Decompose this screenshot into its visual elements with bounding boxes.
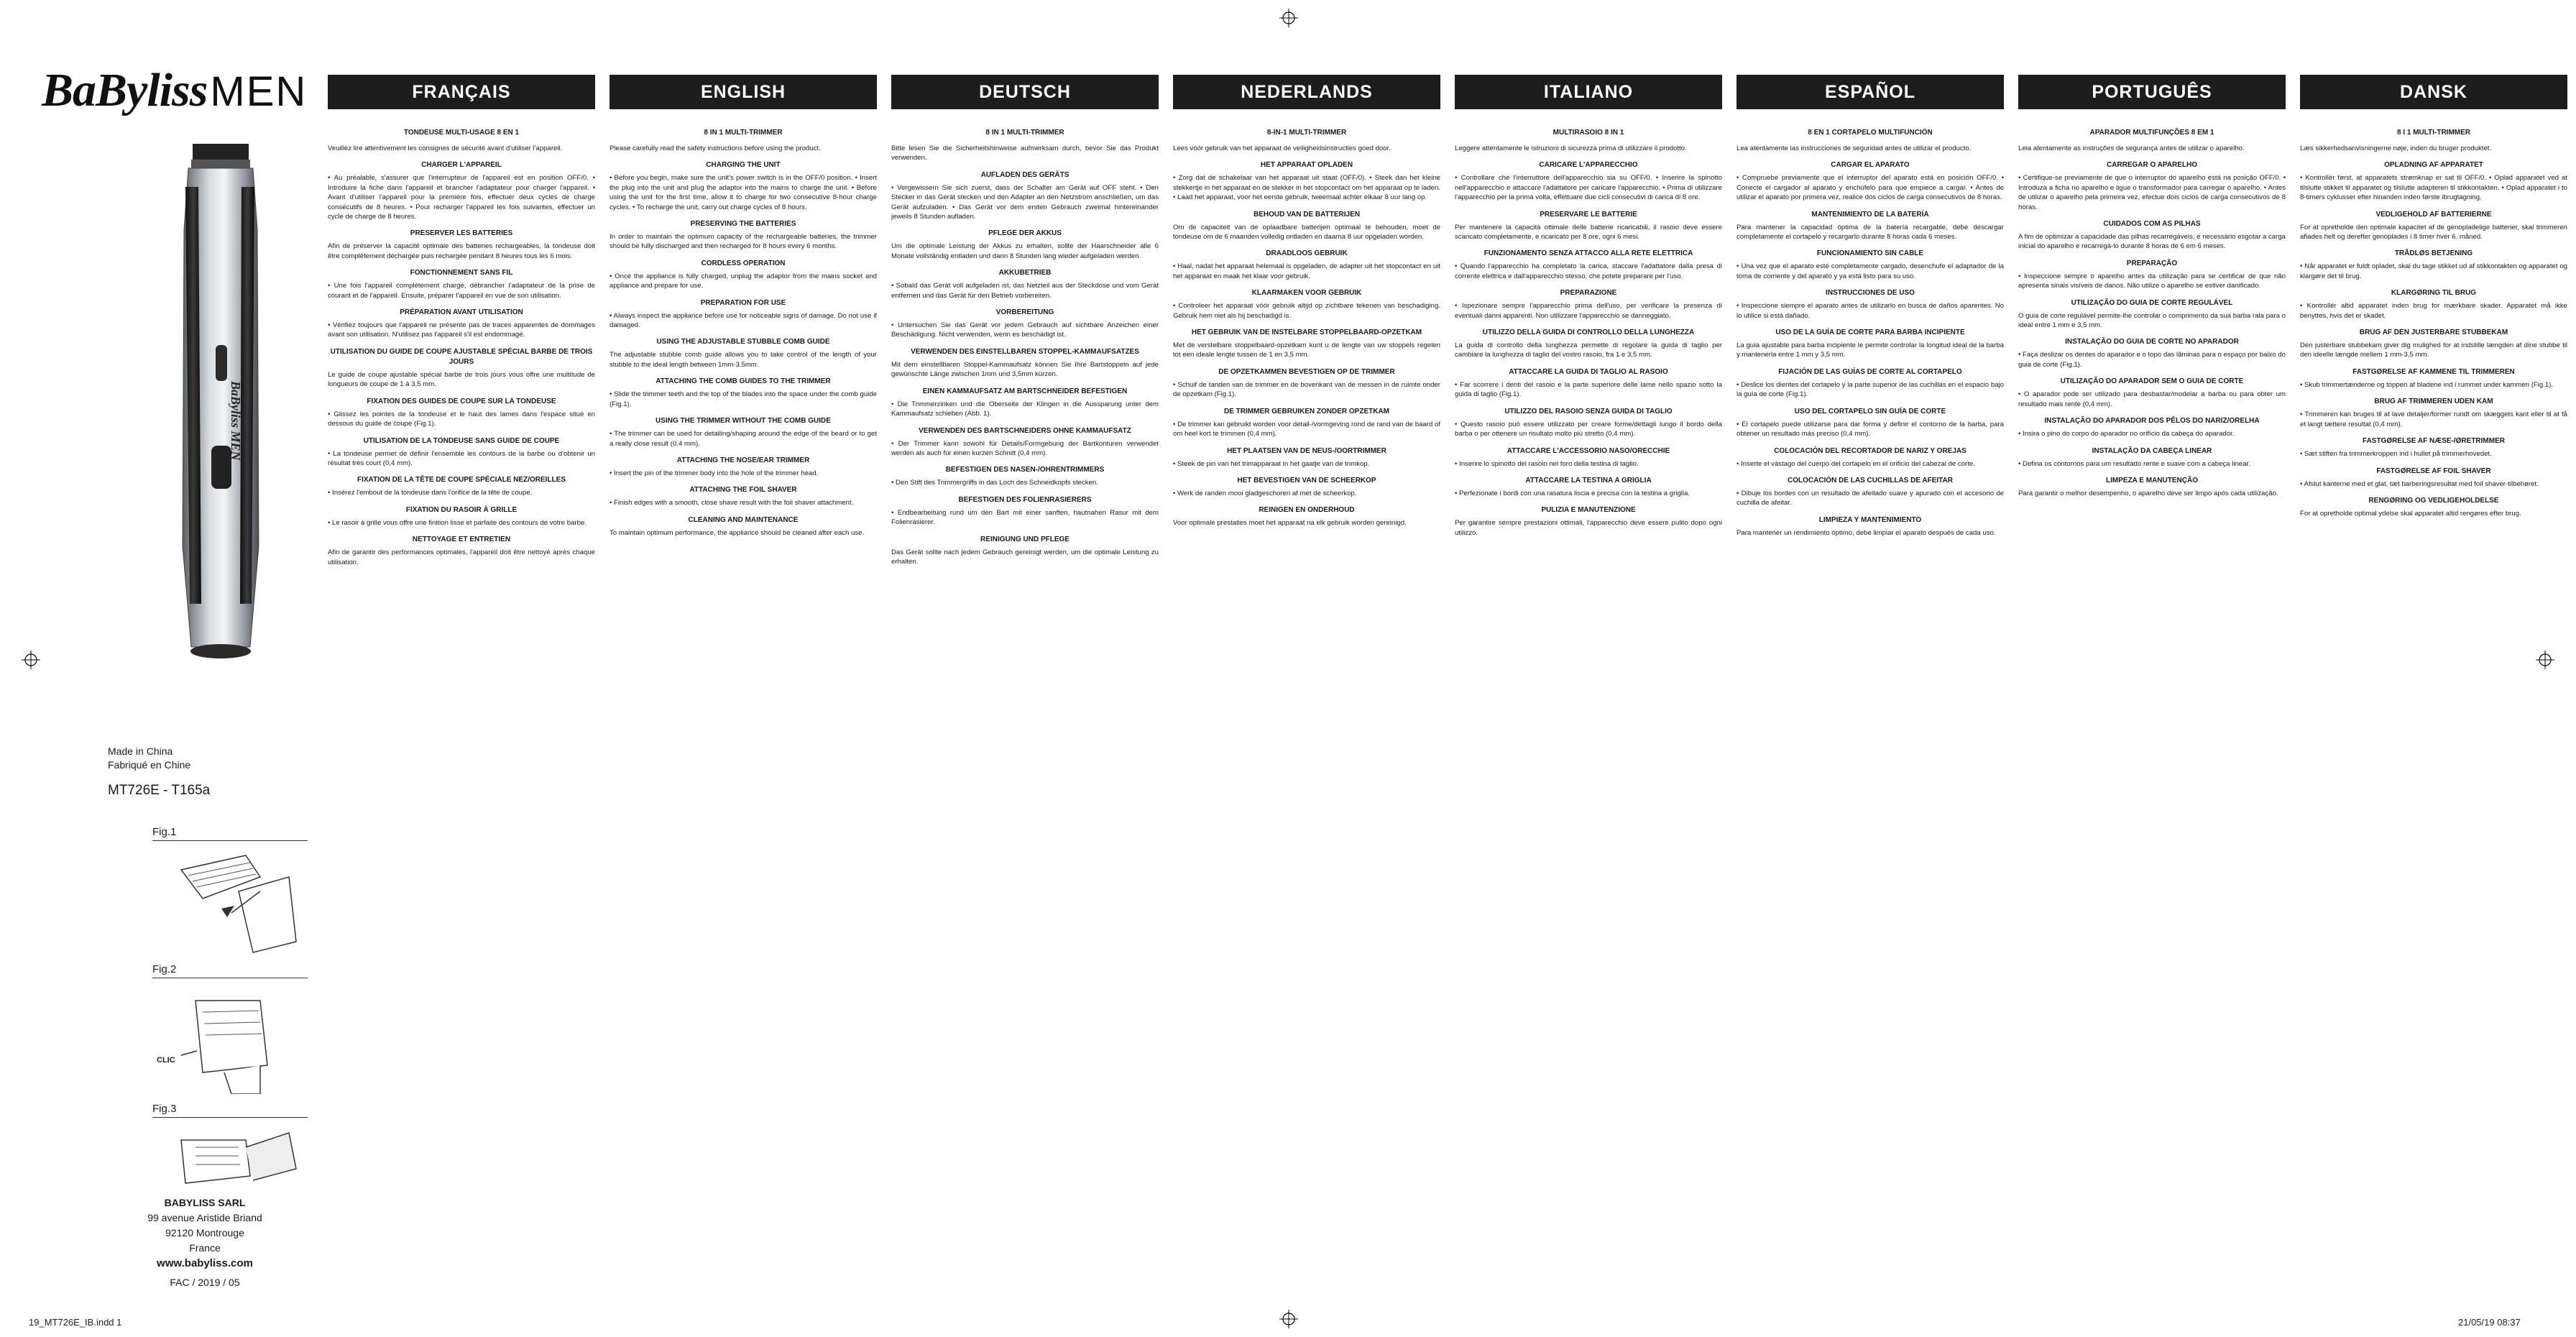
section-text: • Trimmeren kan bruges til at lave detaljer/former rundt om skæggets kant eller til at få et langt tættere resultat (0,4 mm).	[2300, 410, 2567, 428]
section-title: CARREGAR O APARELHO	[2106, 161, 2198, 170]
section-title: BEFESTIGEN DES NASEN-/OHRENTRIMMERS	[945, 466, 1105, 474]
section-text: • Once the appliance is fully charged, unplug the adaptor from the mains socket and appliance and prepare for use.	[610, 272, 877, 290]
section-text: • Inspeccione siempre el aparato antes de utilizarlo en busca de daños aparentes. No lo utilice si está dañado.	[1736, 302, 2004, 320]
fig1-divider	[152, 840, 308, 841]
section-title: RENGØRING OG VEDLIGEHOLDELSE	[2368, 496, 2499, 505]
section-text: • Kontrollér først, at apparatets strømknap er sat til OFF/0. • Oplad apparatet ved at tilslutte stikket til apparatet og tilslutte adapteren til stikkontakten. • Oplad apparatet i to 8-timers cyklusser efter hinanden inden første ibrugtagning.	[2300, 174, 2567, 202]
section-text: • Den Stift des Trimmergriffs in das Loch des Schneidkopfs stecken.	[891, 479, 1098, 487]
section-title: FIXATION DES GUIDES DE COUPE SUR LA TONDEUSE	[367, 397, 556, 405]
section-title: FONCTIONNEMENT SANS FIL	[410, 269, 513, 277]
section-text: • Insérez l'embout de la tondeuse dans l'orifice de la tête de coupe.	[328, 489, 533, 497]
section-title: OPLADNING AF APPARATET	[2384, 161, 2483, 170]
section-text: • Die Trimmerzinken und die Oberseite der Klingen in die Aussparung unter dem Kammaufsatz schieben (Abb. 1).	[891, 400, 1159, 418]
clic-annotation: CLIC	[157, 1056, 175, 1065]
registration-mark-top-icon	[1279, 9, 1298, 27]
section-title: NETTOYAGE ET ENTRETIEN	[412, 536, 511, 544]
section-title: MANTENIMIENTO DE LA BATERÍA	[1811, 210, 1929, 219]
section-title: FIXATION DU RASOIR À GRILLE	[405, 505, 518, 514]
section-title: PRESERVER LES BATTERIES	[410, 229, 513, 238]
section-title: HET GEBRUIK VAN DE INSTELBARE STOPPELBAARD-OPZETKAM	[1191, 328, 1422, 337]
product-subtitle: 8 I 1 MULTI-TRIMMER	[2396, 129, 2471, 137]
section-title: ATTACCARE LA TESTINA A GRIGLIA	[1525, 476, 1652, 484]
section-text: Afin de préserver la capacité optimale des batteries rechargeables, la tondeuse doit être complètement déchargée puis rechargée pendant 8 heures tous les 6 mois.	[328, 242, 595, 260]
section-text: • O aparador pode ser utilizado para desbastar/modelar a barba ou para obter um resultado mais rente (0,4 mm).	[2018, 390, 2286, 408]
product-subtitle: 8 IN 1 MULTI-TRIMMER	[704, 129, 783, 137]
section-title: DRAADLOOS GEBRUIK	[1266, 249, 1348, 258]
section-text: • De trimmer kan gebruikt worden voor detail-/vormgeving rond de rand van de baard of om heel kort te trimmen (0,4 mm).	[1173, 420, 1440, 438]
section-text: • La tondeuse permet de définir l'ensemble les contours de la barbe ou d'obtenir un résultat très court (0,4 mm).	[328, 449, 595, 467]
section-text: • Inserire lo spinotto del rasoio nel foro della testina di taglio.	[1455, 459, 1639, 468]
section-title: PREPARAZIONE	[1560, 289, 1617, 298]
section-title: BEFESTIGEN DES FOLIENRASIERERS	[958, 495, 1092, 504]
made-in-china: Made in China	[108, 745, 173, 757]
section-title: TRÅDLØS BETJENING	[2394, 249, 2473, 258]
section-text: • Kontrollér altid apparatet inden brug for mærkbare skader. Apparatet må ikke benyttes, hvis det er skadet.	[2300, 302, 2567, 320]
section-text: • Perfezionate i bordi con una rasatura liscia e precisa con la testina a griglia.	[1455, 489, 1690, 497]
section-title: DE OPZETKAMMEN BEVESTIGEN OP DE TRIMMER	[1218, 367, 1395, 376]
section-title: CHARGING THE UNIT	[706, 161, 781, 170]
section-text: • Deslice los dientes del cortapelo y la parte superior de las cuchillas en el espacio bajo la guía de corte (Fig.1).	[1736, 380, 2004, 399]
section-text: Mit dem einstellbaren Stoppel-Kammaufsatz können Sie Ihre Bartstoppeln auf jede gewünschte Länge zwischen 1mm und 3,5mm kürzen.	[891, 360, 1159, 379]
section-title: CUIDADOS COM AS PILHAS	[2103, 220, 2201, 229]
section-text: • Una vez que el aparato esté completamente cargado, desenchufe el adaptador de la toma de corriente y del aparato y ya está listo para su uso.	[1736, 262, 2004, 280]
section-text: • Glissez les pointes de la tondeuse et le haut des lames dans l'espace situé en dessous du guide de coupe (Fig.1).	[328, 410, 595, 428]
intro-text: Veuillez lire attentivement les consignes de sécurité avant d'utiliser l'appareil.	[328, 144, 563, 152]
section-text: • Quando l'apparecchio ha completato la carica, staccare l'adattatore dalla presa di corrente elettrica e dall'apparecchio stesso, che potete preparare per l'uso.	[1455, 262, 1722, 280]
section-text: • Le rasoir à grille vous offre une finition lisse et parfaite des contours de votre barbe.	[328, 518, 586, 527]
product-subtitle: 8 EN 1 CORTAPELO MULTIFUNCIÓN	[1808, 129, 1933, 137]
section-title: INSTALAÇÃO DO GUIA DE CORTE NO APARADOR	[2065, 338, 2239, 346]
registration-mark-right-icon	[2536, 651, 2554, 669]
section-text: • Faça deslizar os dentes do aparador e o topo das lâminas para o espaço por baixo do guia de corte (Fig.1).	[2018, 351, 2286, 369]
intro-text: Lees vóór gebruik van het apparaat de veiligheidsinstructies goed door.	[1173, 144, 1391, 152]
section-text: • Endbearbeitung rund um den Bart mit einer sanften, hautnahen Rasur mit dem Folienrasierer.	[891, 508, 1159, 527]
brand-line: MEN	[210, 68, 308, 115]
language-column	[2018, 0, 2286, 1337]
section-title: ATTACHING THE COMB GUIDES TO THE TRIMMER	[656, 377, 831, 386]
section-text: Para garantir o melhor desempenho, o aparelho deve ser limpo após cada utilização.	[2018, 489, 2278, 497]
column-body	[2300, 128, 2567, 1307]
language-column	[1173, 0, 1440, 1337]
section-title: HET BEVESTIGEN VAN DE SCHEERKOP	[1237, 476, 1376, 484]
company-address-1: 99 avenue Aristide Briand	[147, 1212, 262, 1223]
section-title: INSTALAÇÃO DO APARADOR DOS PÊLOS DO NARIZ/ORELHA	[2044, 417, 2260, 426]
section-text: Den justerbare stubbekam giver dig mulighed for at indstille længden af dine stubbe til den ideelle længde mellem 1 mm-3,5 mm.	[2300, 341, 2567, 359]
section-title: CLEANING AND MAINTENANCE	[688, 515, 799, 524]
footer-file-name: 19_MT726E_IB.indd 1	[29, 1317, 122, 1328]
section-title: USO DE LA GUÍA DE CORTE PARA BARBA INCIPIENTE	[1775, 328, 1965, 337]
intro-text: Lea atentamente las instrucciones de seguridad antes de utilizar el producto.	[1736, 144, 1972, 152]
section-text: • Une fois l'appareil complètement chargé, débrancher l'adaptateur de la prise de courant et de l'appareil. Ensuite, préparer l'appareil en vue de son utilisation.	[328, 282, 595, 300]
section-title: EINEN KAMMAUFSATZ AM BARTSCHNEIDER BEFESTIGEN	[922, 387, 1128, 395]
section-text: • Before you begin, make sure the unit's power switch is in the OFF/0 position. • Insert the plug into the unit and plug the adaptor into the mains to charge the unit. • Before using the unit for the first time, allow it to charge for two consecutive 8-hour charge cycles. • To recharge the unit, carry out charge cycles of 8 hours.	[610, 174, 877, 211]
registration-mark-left-icon	[22, 651, 40, 669]
language-column	[2300, 0, 2567, 1337]
section-text: Um die optimale Leistung der Akkus zu erhalten, sollte der Haarschneider alle 6 Monate vollständig entladen und dann 8 Stunden lang wieder aufgeladen werden.	[891, 242, 1159, 260]
section-title: DE TRIMMER GEBRUIKEN ZONDER OPZETKAM	[1224, 407, 1389, 415]
language-column	[328, 0, 595, 1337]
trimmer-illustration	[170, 144, 270, 676]
language-header: ITALIANO	[1455, 75, 1722, 109]
column-body	[1455, 128, 1722, 1307]
section-title: INSTALAÇÃO DA CABEÇA LINEAR	[2092, 446, 2212, 455]
section-title: CORDLESS OPERATION	[701, 259, 786, 267]
device-brand-text: BaByliss MEN	[229, 381, 243, 461]
section-text: • Skub trimmertænderne og toppen af bladene ind i rummet under kammen (Fig.1).	[2300, 380, 2554, 389]
section-title: USING THE ADJUSTABLE STUBBLE COMB GUIDE	[656, 338, 830, 346]
brand-logo	[42, 63, 307, 118]
section-title: BRUG AF DEN JUSTERBARE STUBBEKAM	[2359, 328, 2508, 337]
language-header: ENGLISH	[610, 75, 877, 109]
section-title: ATTACHING THE NOSE/EAR TRIMMER	[676, 456, 810, 464]
section-title: USO DEL CORTAPELO SIN GUÍA DE CORTE	[1794, 407, 1946, 415]
section-text: Para mantener un rendimiento óptimo, debe limpiar el aparato después de cada uso.	[1736, 528, 1996, 537]
language-header: PORTUGUÊS	[2018, 75, 2286, 109]
section-title: UTILISATION DU GUIDE DE COUPE AJUSTABLE SPÉCIAL BARBE DE TROIS JOURS	[330, 347, 593, 366]
language-header: DEUTSCH	[891, 75, 1159, 109]
intro-text: Leggere attentamente le istruzioni di sicurezza prima di utilizzare il prodotto.	[1455, 144, 1687, 152]
section-title: VERWENDEN DES EINSTELLBAREN STOPPEL-KAMMAUFSATZES	[911, 347, 1139, 356]
section-text: For at opretholde optimal ydelse skal apparatet altid rengøres efter brug.	[2300, 509, 2521, 518]
fac-code: FAC / 2019 / 05	[170, 1277, 240, 1288]
section-title: VERWENDEN DES BARTSCHNEIDERS OHNE KAMMAUFSATZ	[919, 426, 1131, 435]
section-title: ATTACHING THE FOIL SHAVER	[689, 486, 797, 495]
section-text: In order to maintain the optimum capacity of the rechargeable batteries, the trimmer should be fully discharged and then recharged for 8 hours every 6 months.	[610, 233, 877, 251]
section-text: • Schuif de tanden van de trimmer en de bovenkant van de messen in de ruimte onder de opzetkam (Fig.1).	[1173, 380, 1440, 399]
fig2-label: Fig.2	[152, 963, 177, 975]
section-text: • Controllare che l'interruttore dell'apparecchio sia su OFF/0. • Inserire la spinotto nell'apparecchio e attaccare l'adattatore per caricare l'apparecchio. • Prima di utilizzare l'apparecchio per la prima volta, effettuare due cicli consecutivi di carica di 8 ore.	[1455, 174, 1722, 202]
section-title: CARGAR EL APARATO	[1831, 161, 1910, 170]
section-title: FUNZIONAMENTO SENZA ATTACCO ALLA RETE ELETTRICA	[1484, 249, 1693, 258]
fig1-label: Fig.1	[152, 826, 177, 838]
section-title: HET PLAATSEN VAN DE NEUS-/OORTRIMMER	[1227, 446, 1386, 455]
section-title: FIXATION DE LA TÊTE DE COUPE SPÉCIALE NEZ/OREILLES	[356, 476, 566, 484]
section-text: Per garantire sempre prestazioni ottimali, l'apparecchio deve essere pulito dopo ogni utilizzo.	[1455, 519, 1722, 537]
section-title: PREPARAÇÃO	[2126, 259, 2178, 267]
left-panel	[0, 0, 316, 1337]
section-title: ATTACCARE LA GUIDA DI TAGLIO AL RASOIO	[1509, 367, 1668, 376]
section-title: ATTACCARE L'ACCESSORIO NASO/ORECCHIE	[1506, 446, 1670, 455]
language-column	[1455, 0, 1722, 1337]
section-text: • Far scorrere i denti del rasoio e la parte superiore delle lame nello spazio sotto la guida di taglio (Fig.1).	[1455, 380, 1722, 399]
section-text: For at opretholde den optimale kapacitet af de genopladelige batterier, skal trimmeren aflades helt og derefter genoplades i 8 timer hver 6. måned.	[2300, 223, 2567, 242]
language-column	[610, 0, 877, 1337]
section-title: BRUG AF TRIMMEREN UDEN KAM	[2374, 398, 2493, 406]
section-text: • Når apparatet er fuldt opladet, skal du tage stikket ud af stikkontakten og apparatet og klargøre det til brug.	[2300, 262, 2567, 280]
section-text: • Controleer het apparaat vóór gebruik altijd op zichtbare tekenen van beschadiging. Gebruik hem niet als hij beschadigd is.	[1173, 302, 1440, 320]
section-text: La guía ajustable para barba incipiente le permite controlar la longitud ideal de la barba y mantenerla entre 1 mm y 3,5 mm.	[1736, 341, 2004, 359]
section-title: KLARGØRING TIL BRUG	[2391, 289, 2477, 298]
section-title: FASTGØRELSE AF FOIL SHAVER	[2376, 467, 2491, 475]
section-title: HET APPARAAT OPLADEN	[1260, 161, 1353, 170]
section-title: AUFLADEN DES GERÄTS	[980, 170, 1070, 179]
fig2-illustration	[152, 986, 308, 1094]
section-text: • Afslut kanterne med et glat, tæt barberingsresultat med foil shaver-tilbehøret.	[2300, 479, 2539, 488]
section-text: • Inserte el vástago del cuerpo del cortapelo en el orificio del cabezal de corte.	[1736, 459, 1975, 468]
section-text: • Au préalable, s'assurer que l'interrupteur de l'appareil est en position OFF/0. • Introduire la fiche dans l'appareil et brancher l'adaptateur pour charger l'appareil. • Avant d'utiliser l'appareil pour la première fois, effectuer deux cycles de charge consécutifs de 8 heures. • Pour recharger l'appareil les fois suivantes, effectuer un cycle de charge de 8 heures.	[328, 174, 595, 221]
section-title: UTILIZZO DELLA GUIDA DI CONTROLLO DELLA LUNGHEZZA	[1482, 328, 1695, 337]
section-text: The adjustable stubble comb guide allows you to take control of the length of your stubble to the ideal length between 1mm-3.5mm.	[610, 351, 877, 369]
section-text: Afin de garantir des performances optimales, l'appareil doit être nettoyé après chaque utilisation.	[328, 548, 595, 566]
section-text: • Questo rasoio può essere utilizzato per creare forme/dettagli lungo il bordo della barba o per ottenere un risultato molto più stretto (0,4 mm).	[1455, 420, 1722, 438]
section-title: REINIGEN EN ONDERHOUD	[1259, 506, 1355, 515]
fabrique-en-chine: Fabriqué en Chine	[108, 759, 191, 771]
section-text: Om de capaciteit van de oplaadbare batterijen optimaal te behouden, moet de tondeuse om de 6 maanden volledig ontladen en daarna 8 uur opgeladen worden.	[1173, 223, 1440, 242]
section-title: REINIGUNG UND PFLEGE	[980, 535, 1070, 543]
section-title: USING THE TRIMMER WITHOUT THE COMB GUIDE	[656, 417, 831, 426]
company-address-2: 92120 Montrouge	[165, 1227, 244, 1239]
section-text: • El cortapelo puede utilizarse para dar forma y definir el contorno de la barba, para obtener un resultado más preciso (0,4 mm).	[1736, 420, 2004, 438]
company-website[interactable]: www.babyliss.com	[157, 1257, 253, 1269]
company-name: BABYLISS SARL	[164, 1197, 246, 1208]
section-text: • Vérifiez toujours que l'appareil ne présente pas de traces apparentes de dommages avant son utilisation. N'utilisez pas l'appareil s'il est endommagé.	[328, 321, 595, 339]
section-text: • Slide the trimmer teeth and the top of the blades into the space under the comb guide (Fig.1).	[610, 390, 877, 408]
section-text: • Finish edges with a smooth, close shave result with the foil shaver attachment.	[610, 499, 854, 507]
section-title: BEHOUD VAN DE BATTERIJEN	[1254, 210, 1360, 219]
section-text: • Sobald das Gerät voll aufgeladen ist, das Netzteil aus der Steckdose und vom Gerät entfernen und das Gerät für den Betrieb vorbereiten.	[891, 282, 1159, 300]
section-title: LIMPEZA E MANUTENÇÃO	[2106, 476, 2198, 484]
brand-name: BaByliss	[42, 64, 208, 116]
product-subtitle: APARADOR MULTIFUNÇÕES 8 EM 1	[2089, 129, 2214, 137]
intro-text: Læs sikkerhedsanvisningerne nøje, inden du bruger produktet.	[2300, 144, 2492, 152]
section-title: PRESERVARE LE BATTERIE	[1540, 210, 1637, 219]
section-title: UTILIZZO DEL RASOIO SENZA GUIDA DI TAGLIO	[1504, 407, 1673, 415]
section-text: • Der Trimmer kann sowohl für Details/Formgebung der Bartkonturen verwendet werden als auch für einen kurzen Schnitt (0,4 mm).	[891, 439, 1159, 457]
product-subtitle: MULTIRASOIO 8 IN 1	[1552, 129, 1624, 137]
intro-text: Leia atentamente as instruções de segurança antes de utilizar o aparelho.	[2018, 144, 2245, 152]
section-title: VEDLIGEHOLD AF BATTERIERNE	[2375, 210, 2492, 219]
intro-text: Bitte lesen Sie die Sicherheitshinweise aufmerksam durch, bevor Sie das Produkt verwenden.	[891, 144, 1159, 162]
registration-mark-bottom-icon	[1279, 1310, 1298, 1328]
column-body	[2018, 128, 2286, 1307]
section-title: PFLEGE DER AKKUS	[988, 229, 1062, 238]
footer-date: 21/05/19 08:37	[2458, 1317, 2521, 1328]
section-title: KLAARMAKEN VOOR GEBRUIK	[1251, 289, 1362, 298]
language-header: NEDERLANDS	[1173, 75, 1440, 109]
company-block	[101, 1195, 309, 1290]
section-title: LIMPIEZA Y MANTENIMIENTO	[1818, 515, 1922, 524]
column-body	[1736, 128, 2004, 1307]
section-title: FASTGØRELSE AF NÆSE-/ØRETRIMMER	[2363, 437, 2505, 446]
product-subtitle: TONDEUSE MULTI-USAGE 8 EN 1	[403, 129, 520, 137]
section-text: Para mantener la capacidad óptima de la batería recargable, debe descargar completamente el cortapelo y recargarlo durante 8 horas cada 6 meses.	[1736, 223, 2004, 242]
model-number: MT726E - T165a	[108, 783, 211, 798]
section-title: CARICARE L'APPARECCHIO	[1539, 161, 1638, 170]
section-title: PRESERVING THE BATTERIES	[690, 220, 796, 229]
section-title: INSTRUCCIONES DE USO	[1826, 289, 1915, 298]
section-title: UTILISATION DE LA TONDEUSE SANS GUIDE DE COUPE	[363, 436, 560, 445]
section-title: PULIZIA E MANUTENZIONE	[1541, 506, 1636, 515]
section-text: La guida di controllo della lunghezza permette di regolare la guida di taglio per cambiare la lunghezza di taglio del vostro rasoio, fra 1 e 3,5 mm.	[1455, 341, 1722, 359]
language-header: DANSK	[2300, 75, 2567, 109]
section-text: • Dibuje los bordes con un resultado de afeitado suave y apurado con el accesorio de cuchilla de afeitar.	[1736, 489, 2004, 507]
section-text: Le guide de coupe ajustable spécial barbe de trois jours vous offre une multitude de longueurs de coupe de 1 à 3,5 mm.	[328, 370, 595, 389]
section-title: AKKUBETRIEB	[998, 269, 1052, 277]
section-text: • Untersuchen Sie das Gerät vor jedem Gebrauch auf sichtbare Anzeichen einer Beschädigung. Nicht verwenden, wenn es beschädigt ist.	[891, 321, 1159, 339]
section-title: FASTGØRELSE AF KAMMENE TIL TRIMMEREN	[2352, 367, 2515, 376]
section-text: • Steek de pin van het trimapparaat in het gaatje van de trimkop.	[1173, 459, 1370, 468]
section-title: VORBEREITUNG	[995, 308, 1054, 317]
section-text: • Werk de randen mooi gladgeschoren af met de scheerkop.	[1173, 489, 1357, 497]
section-text: • Insert the pin of the trimmer body into the hole of the trimmer head.	[610, 469, 819, 477]
section-text: • Inspeccione sempre o aparelho antes da utilização para se certificar de que não apresenta sinais visíveis de danos. Não utilize o aparelho se estiver danificado.	[2018, 272, 2286, 290]
section-text: • Vergewissern Sie sich zuerst, dass der Schalter am Gerät auf OFF steht. • Den Stecker in das Gerät stecken und den Adapter an den Netzstrom anschließen, um das Gerät aufzuladen. • Das Gerät vor dem ersten Gebrauch zweimal hintereinander jeweils 8 Stunden aufladen.	[891, 183, 1159, 221]
section-title: PREPARATION FOR USE	[700, 298, 786, 307]
section-text: • Sæt stiften fra trimmerkroppen ind i hullet på trimmerhovedet.	[2300, 450, 2492, 459]
section-title: PRÉPARATION AVANT UTILISATION	[400, 308, 523, 317]
section-title: CHARGER L'APPAREIL	[421, 161, 502, 170]
section-text: • Zorg dat de schakelaar van het apparaat uit staat (OFF/0). • Steek dan het kleine stekkertje in het apparaat en de stekker in het stopcontact om het apparaat op te laden. • Laad het apparaat, voor het eerste gebruik, tweemaal achter elkaar 8 uur lang op.	[1173, 174, 1440, 202]
language-column	[891, 0, 1159, 1337]
section-text: • Haal, nadat het apparaat helemaal is opgeladen, de adapter uit het stopcontact en uit het apparaat en maak het klaar voor gebruik.	[1173, 262, 1440, 280]
product-subtitle: 8 IN 1 MULTI-TRIMMER	[985, 129, 1064, 137]
section-text: • Insira o pino do corpo do aparador no orifício da cabeça do aparador.	[2018, 430, 2235, 438]
section-title: UTILIZAÇÃO DO GUIA DE CORTE REGULÁVEL	[2071, 298, 2233, 307]
section-text: • Certifique-se previamente de que o interruptor do aparelho está na posição OFF/0. • Introduza a ficha no aparelho e ligue o transformador para carregar o aparelho. • Antes de utilizar o aparelho pela primeira vez, efectue dois ciclos de carga consecutivos de 8 horas.	[2018, 174, 2286, 211]
section-text: A fim de optimizar a capacidade das pilhas recarregáveis, é necessário esgotar a carga inicial do aparelho e recarregá-lo durante 8 horas de 6 em 6 meses.	[2018, 233, 2286, 251]
section-title: COLOCACIÓN DE LAS CUCHILLAS DE AFEITAR	[1788, 476, 1953, 484]
section-title: FUNCIONAMIENTO SIN CABLE	[1816, 249, 1924, 258]
column-body	[328, 128, 595, 1307]
column-body	[1173, 128, 1440, 1307]
section-text: Voor optimale prestaties moet het apparaat na elk gebruik worden gereinigd.	[1173, 519, 1407, 528]
column-body	[891, 128, 1159, 1307]
intro-text: Please carefully read the safety instructions before using the product.	[610, 144, 821, 152]
section-text: • Defina os contornos para um resultado rente e suave com a cabeça linear.	[2018, 459, 2250, 468]
section-text: To maintain optimum performance, the appliance should be cleaned after each use.	[610, 528, 865, 537]
section-title: UTILIZAÇÃO DO APARADOR SEM O GUIA DE CORTE	[2060, 377, 2244, 386]
section-text: • The trimmer can be used for detailing/shaping around the edge of the beard or to get a really close result (0.4 mm).	[610, 430, 877, 448]
section-text: Das Gerät sollte nach jedem Gebrauch gereinigt werden, um die optimale Leistung zu erhalten.	[891, 548, 1159, 566]
product-subtitle: 8-IN-1 MULTI-TRIMMER	[1266, 129, 1347, 137]
company-country: France	[189, 1242, 221, 1254]
origin-text	[108, 745, 190, 772]
section-text: • Compruebe previamente que el interruptor del aparato está en posición OFF/0. • Conecte el cargador al aparato y enchúfelo para que empiece a cargar. • Antes de utilizar el aparato por primera vez, realice dos ciclos de carga consecutivos de 8 horas.	[1736, 174, 2004, 202]
fig3-divider	[152, 1117, 308, 1118]
fig1-illustration	[152, 848, 308, 956]
language-header: FRANÇAIS	[328, 75, 595, 109]
section-text: • Always inspect the appliance before use for noticeable signs of damage. Do not use if damaged.	[610, 311, 877, 330]
language-column	[1736, 0, 2004, 1337]
section-text: O guia de corte regulável permite-lhe controlar o comprimento da sua barba rala para o ideal entre 1 mm e 3,5 mm.	[2018, 311, 2286, 330]
section-text: Met de verstelbare stoppelbaard-opzetkam kunt u de lengte van uw stoppels regelen tot een ideale lengte tussen de 1 en 3,5 mm.	[1173, 341, 1440, 359]
section-title: COLOCACIÓN DEL RECORTADOR DE NARIZ Y OREJAS	[1774, 446, 1966, 455]
fig3-illustration	[152, 1126, 308, 1190]
section-text: • Ispezionare sempre l'apparecchio prima dell'uso, per verificare la presenza di eventuali danni apparenti. Non utilizzare l'apparecchio se danneggiato.	[1455, 302, 1722, 320]
column-body	[610, 128, 877, 1307]
fig3-label: Fig.3	[152, 1103, 177, 1115]
section-title: FIJACIÓN DE LAS GUÍAS DE CORTE AL CORTAPELO	[1778, 367, 1962, 376]
language-header: ESPAÑOL	[1736, 75, 2004, 109]
section-text: Per mantenere la capacità ottimale delle batterie ricaricabili, il rasoio deve essere scaricato completamente, e ricaricato per 8 ore, ogni 6 mesi.	[1455, 223, 1722, 242]
